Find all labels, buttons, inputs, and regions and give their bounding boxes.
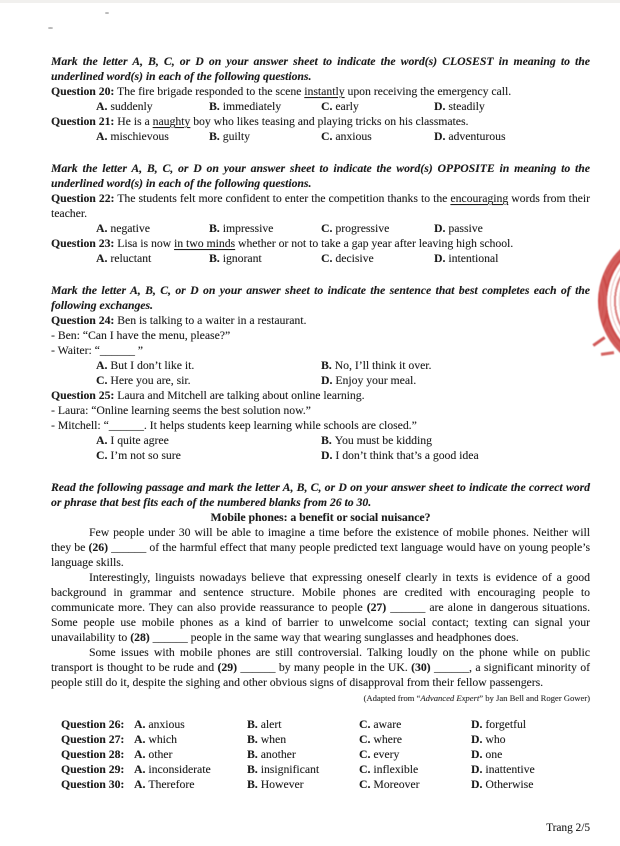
scan-speck <box>48 27 53 29</box>
question-label: Question 25: <box>51 389 115 402</box>
q29-option-c: C. inflexible <box>359 763 419 776</box>
q23-option-b: B. ignorant <box>209 252 262 265</box>
question-label: Question 30: <box>61 778 125 791</box>
q26-option-c: C. aware <box>359 718 402 731</box>
underlined-word: instantly <box>304 85 345 98</box>
q26-option-a: A. anxious <box>134 718 185 731</box>
question-22-text: Question 22: The students felt more confident to enter the competition thanks to the encouraging words from their teacher. <box>51 192 590 220</box>
q22-option-a: A. negative <box>96 222 150 235</box>
question-25-options-row-2 <box>51 448 590 463</box>
passage-title: Mobile phones: a benefit or social nuisance? <box>210 511 431 524</box>
question-24-options-row-1 <box>51 358 590 373</box>
question-28-row <box>61 747 590 762</box>
blank-number-27: (27) <box>366 601 387 614</box>
q28-option-d: D. one <box>471 748 503 761</box>
q22-option-d: D. passive <box>434 222 483 235</box>
q26-option-d: D. forgetful <box>471 718 527 731</box>
q27-option-d: D. who <box>471 733 506 746</box>
passage-paragraph-3: Some issues with mobile phones are still controversial. Talking loudly on the phone while on public transport is thought to be rude and (29) ______ by many people in the UK. (30) ______, a significant minority of people still do it, despite the sighing and other obvious signs of disapproval from their fellow passengers. <box>51 646 590 689</box>
question-23-options <box>51 251 590 266</box>
q29-option-a: A. inconsiderate <box>134 763 211 776</box>
q22-option-b: B. impressive <box>209 222 274 235</box>
question-23-text: Question 23: Lisa is now in two minds whether or not to take a gap year after leaving high school. <box>51 237 514 250</box>
q24-option-d: D. Enjoy your meal. <box>321 374 417 387</box>
section-cloze-passage <box>51 480 590 792</box>
section-instruction: Mark the letter A, B, C, or D on your answer sheet to indicate the word(s) CLOSEST in meaning to the underlined word(s) in each of the following questions. <box>51 55 590 83</box>
q30-option-a: A. Therefore <box>134 778 195 791</box>
page-number: Trang 2/5 <box>546 822 590 834</box>
question-label: Question 21: <box>51 115 115 128</box>
question-label: Question 22: <box>51 192 115 205</box>
question-label: Question 20: <box>51 85 115 98</box>
question-25-options-row-1 <box>51 433 590 448</box>
q24-option-a: A. But I don’t like it. <box>96 359 195 372</box>
blank-number-30: (30) <box>411 661 431 674</box>
section-opposite-meaning <box>51 161 590 266</box>
red-ink-mark <box>592 336 605 346</box>
q29-option-b: B. insignificant <box>247 763 320 776</box>
question-24-options-row-2 <box>51 373 590 388</box>
question-label: Question 28: <box>61 748 125 761</box>
scan-edge-shadow <box>0 0 620 3</box>
q23-option-c: C. decisive <box>321 252 374 265</box>
passage-paragraph-2: Interestingly, linguists nowadays believe that expressing oneself clearly in texts is evidence of a good background in grammar and sentence structure. Mobile phones are credited with encouraging people to communicate more. They can also provide reassurance to people (27) ______ are alone in dangerous situations. Some people use mobile phones as a kind of barrier to unwelcome social contact; texting can signal your unavailability to (28) ______ people in the same way that wearing sunglasses and headphones does. <box>51 571 590 644</box>
q25-option-b: B. You must be kidding <box>321 434 432 447</box>
q27-option-a: A. which <box>134 733 177 746</box>
q29-option-d: D. inattentive <box>471 763 535 776</box>
question-label: Question 26: <box>61 718 125 731</box>
question-22-options <box>51 221 590 236</box>
question-24-text: Question 24: Ben is talking to a waiter in a restaurant. <box>51 314 307 327</box>
q23-option-d: D. intentional <box>434 252 499 265</box>
question-20-options <box>51 99 590 114</box>
question-30-row <box>61 777 590 792</box>
passage-source-attribution: (Adapted from “Advanced Expert” by Jan Bell and Roger Gower) <box>363 693 590 703</box>
question-label: Question 23: <box>51 237 115 250</box>
underlined-word: in two minds <box>174 237 236 250</box>
section-instruction: Mark the letter A, B, C, or D on your answer sheet to indicate the sentence that best completes each of the following exchanges. <box>51 284 590 312</box>
questions-26-30-grid <box>61 717 590 792</box>
section-instruction: Read the following passage and mark the letter A, B, C, or D on your answer sheet to indicate the correct word or phrase that best fits each of the numbered blanks from 26 to 30. <box>51 481 590 509</box>
q20-option-c: C. early <box>321 100 359 113</box>
question-label: Question 29: <box>61 763 125 776</box>
question-label: Question 27: <box>61 733 125 746</box>
question-21-text: Question 21: He is a naughty boy who likes teasing and playing tricks on his classmates. <box>51 115 469 128</box>
q21-option-a: A. mischievous <box>96 130 169 143</box>
question-label: Question 24: <box>51 314 115 327</box>
q25-option-d: D. I don’t think that’s a good idea <box>321 449 479 462</box>
question-20-text: Question 20: The fire brigade responded to the scene instantly upon receiving the emergency call. <box>51 85 512 98</box>
q25-option-c: C. I’m not so sure <box>96 449 181 462</box>
section-exchanges <box>51 283 590 463</box>
section-instruction: Mark the letter A, B, C, or D on your answer sheet to indicate the word(s) OPPOSITE in meaning to the underlined word(s) in each of the following questions. <box>51 162 590 190</box>
question-25-text: Question 25: Laura and Mitchell are talking about online learning. <box>51 389 365 402</box>
q24-dialogue-line-2: - Waiter: “______ ” <box>51 344 143 357</box>
passage-paragraph-1: Few people under 30 will be able to imagine a time before the existence of mobile phones. Neither will they be (26) ______ of the harmful effect that many people predicted text language would have on young people’s language skills. <box>51 526 590 569</box>
q20-option-a: A. suddenly <box>96 100 153 113</box>
q20-option-d: D. steadily <box>434 100 485 113</box>
q24-option-b: B. No, I’ll think it over. <box>321 359 432 372</box>
red-ink-mark <box>601 351 614 356</box>
q21-option-c: C. anxious <box>321 130 372 143</box>
underlined-word: naughty <box>152 115 191 128</box>
q25-dialogue-line-2: - Mitchell: “______. It helps students keep learning while schools are closed.” <box>51 419 417 432</box>
q21-option-d: D. adventurous <box>434 130 506 143</box>
q23-option-a: A. reluctant <box>96 252 152 265</box>
q27-option-c: C. where <box>359 733 402 746</box>
q28-option-b: B. another <box>247 748 296 761</box>
q30-option-c: C. Moreover <box>359 778 420 791</box>
blank-number-29: (29) <box>217 661 237 674</box>
blank-number-26: (26) <box>88 541 108 554</box>
q28-option-a: A. other <box>134 748 173 761</box>
q24-option-c: C. Here you are, sir. <box>96 374 191 387</box>
question-29-row <box>61 762 590 777</box>
q25-dialogue-line-1: - Laura: “Online learning seems the best solution now.” <box>51 404 311 417</box>
q25-option-a: A. I quite agree <box>96 434 169 447</box>
q30-option-b: B. However <box>247 778 304 791</box>
q26-option-b: B. alert <box>247 718 282 731</box>
blank-number-28: (28) <box>130 631 150 644</box>
q24-dialogue-line-1: - Ben: “Can I have the menu, please?” <box>51 329 231 342</box>
underlined-word: encouraging <box>450 192 509 205</box>
q27-option-b: B. when <box>247 733 287 746</box>
q21-option-b: B. guilty <box>209 130 250 143</box>
question-26-row <box>61 717 590 732</box>
exam-body <box>51 54 590 792</box>
q22-option-c: C. progressive <box>321 222 390 235</box>
q20-option-b: B. immediately <box>209 100 282 113</box>
section-closest-meaning <box>51 54 590 144</box>
question-21-options <box>51 129 590 144</box>
scan-speck <box>105 12 109 14</box>
question-27-row <box>61 732 590 747</box>
q30-option-d: D. Otherwise <box>471 778 534 791</box>
q28-option-c: C. every <box>359 748 400 761</box>
